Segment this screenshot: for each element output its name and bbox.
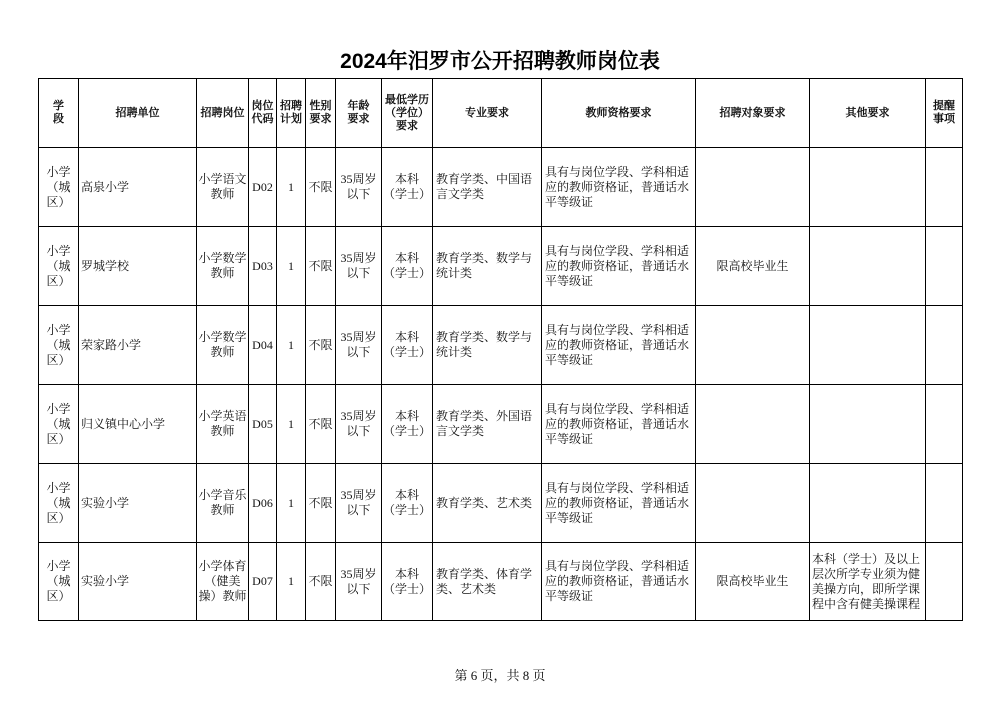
other-cell [810, 148, 926, 227]
reminder-cell [926, 543, 963, 621]
table-row [39, 543, 963, 621]
code-cell: D03 [249, 227, 277, 306]
gender-cell: 不限 [306, 148, 336, 227]
other-cell: 本科（学士）及以上层次所学专业须为健美操方向，即所学课程中含有健美操课程 [810, 543, 926, 621]
target-cell [696, 148, 810, 227]
unit-cell: 荣家路小学 [79, 306, 197, 385]
code-cell: D07 [249, 543, 277, 621]
code-cell: D05 [249, 385, 277, 464]
gender-cell: 不限 [306, 385, 336, 464]
unit-cell: 实验小学 [79, 543, 197, 621]
education-cell: 本科 （学士） [382, 543, 433, 621]
header-education: 最低学历（学位）要求 [382, 79, 433, 148]
gender-cell: 不限 [306, 543, 336, 621]
age-cell: 35周岁以下 [336, 306, 382, 385]
table-row [39, 306, 963, 385]
education-cell: 本科 （学士） [382, 148, 433, 227]
education-cell: 本科 （学士） [382, 306, 433, 385]
header-code: 岗位代码 [249, 79, 277, 148]
table-row [39, 385, 963, 464]
header-qualification: 教师资格要求 [542, 79, 696, 148]
header-target: 招聘对象要求 [696, 79, 810, 148]
plan-cell: 1 [277, 227, 306, 306]
page-number: 第 6 页，共 8 页 [454, 668, 546, 683]
qualification-cell: 具有与岗位学段、学科相适应的教师资格证，普通话水平等级证 [542, 227, 696, 306]
other-cell [810, 464, 926, 543]
education-cell: 本科 （学士） [382, 385, 433, 464]
header-stage: 学段 [39, 79, 79, 148]
age-cell: 35周岁以下 [336, 148, 382, 227]
target-cell [696, 306, 810, 385]
major-cell: 教育学类、体育学类、艺术类 [433, 543, 542, 621]
age-cell: 35周岁以下 [336, 543, 382, 621]
age-cell: 35周岁以下 [336, 227, 382, 306]
unit-cell: 实验小学 [79, 464, 197, 543]
header-position: 招聘岗位 [197, 79, 249, 148]
stage-cell: 小学（城区） [39, 227, 79, 306]
header-major: 专业要求 [433, 79, 542, 148]
qualification-cell: 具有与岗位学段、学科相适应的教师资格证，普通话水平等级证 [542, 385, 696, 464]
other-cell [810, 306, 926, 385]
gender-cell: 不限 [306, 306, 336, 385]
position-cell: 小学语文教师 [197, 148, 249, 227]
table-row [39, 464, 963, 543]
header-unit: 招聘单位 [79, 79, 197, 148]
major-cell: 教育学类、外国语言文学类 [433, 385, 542, 464]
reminder-cell [926, 385, 963, 464]
plan-cell: 1 [277, 148, 306, 227]
gender-cell: 不限 [306, 227, 336, 306]
reminder-cell [926, 306, 963, 385]
header-other: 其他要求 [810, 79, 926, 148]
reminder-cell [926, 227, 963, 306]
stage-cell: 小学（城区） [39, 148, 79, 227]
unit-cell: 归义镇中心小学 [79, 385, 197, 464]
position-cell: 小学体育（健美操）教师 [197, 543, 249, 621]
gender-cell: 不限 [306, 464, 336, 543]
table-row [39, 227, 963, 306]
plan-cell: 1 [277, 543, 306, 621]
position-cell: 小学数学教师 [197, 306, 249, 385]
unit-cell: 罗城学校 [79, 227, 197, 306]
header-plan: 招聘计划 [277, 79, 306, 148]
position-cell: 小学音乐教师 [197, 464, 249, 543]
header-reminder: 提醒事项 [926, 79, 963, 148]
target-cell: 限高校毕业生 [696, 543, 810, 621]
qualification-cell: 具有与岗位学段、学科相适应的教师资格证，普通话水平等级证 [542, 148, 696, 227]
plan-cell: 1 [277, 385, 306, 464]
code-cell: D06 [249, 464, 277, 543]
code-cell: D02 [249, 148, 277, 227]
reminder-cell [926, 148, 963, 227]
table-header-row [39, 79, 963, 148]
position-cell: 小学英语教师 [197, 385, 249, 464]
stage-cell: 小学（城区） [39, 385, 79, 464]
age-cell: 35周岁以下 [336, 385, 382, 464]
stage-cell: 小学（城区） [39, 306, 79, 385]
code-cell: D04 [249, 306, 277, 385]
header-age: 年龄要求 [336, 79, 382, 148]
target-cell: 限高校毕业生 [696, 227, 810, 306]
age-cell: 35周岁以下 [336, 464, 382, 543]
other-cell [810, 227, 926, 306]
stage-cell: 小学（城区） [39, 543, 79, 621]
target-cell [696, 385, 810, 464]
education-cell: 本科 （学士） [382, 227, 433, 306]
qualification-cell: 具有与岗位学段、学科相适应的教师资格证，普通话水平等级证 [542, 543, 696, 621]
stage-cell: 小学（城区） [39, 464, 79, 543]
education-cell: 本科 （学士） [382, 464, 433, 543]
recruitment-table [38, 78, 963, 621]
qualification-cell: 具有与岗位学段、学科相适应的教师资格证，普通话水平等级证 [542, 306, 696, 385]
other-cell [810, 385, 926, 464]
major-cell: 教育学类、艺术类 [433, 464, 542, 543]
table-row [39, 148, 963, 227]
major-cell: 教育学类、中国语言文学类 [433, 148, 542, 227]
major-cell: 教育学类、数学与统计类 [433, 306, 542, 385]
target-cell [696, 464, 810, 543]
qualification-cell: 具有与岗位学段、学科相适应的教师资格证，普通话水平等级证 [542, 464, 696, 543]
unit-cell: 高泉小学 [79, 148, 197, 227]
major-cell: 教育学类、数学与统计类 [433, 227, 542, 306]
position-cell: 小学数学教师 [197, 227, 249, 306]
plan-cell: 1 [277, 464, 306, 543]
page-title: 2024年汨罗市公开招聘教师岗位表 [340, 50, 660, 73]
plan-cell: 1 [277, 306, 306, 385]
reminder-cell [926, 464, 963, 543]
header-gender: 性别要求 [306, 79, 336, 148]
